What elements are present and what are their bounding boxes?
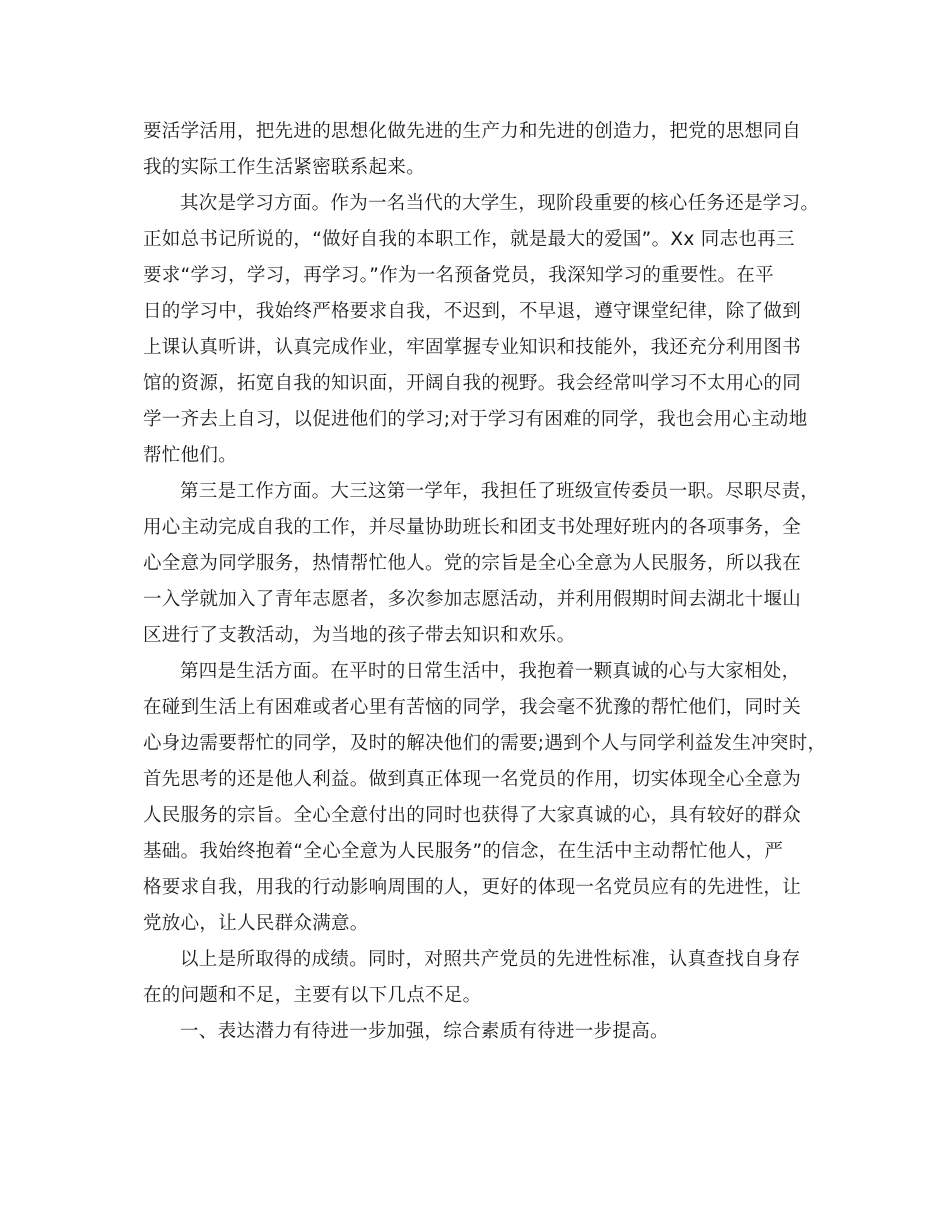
text-line: 一、表达潜力有待进一步加强，综合素质有待进一步提高。 — [180, 1021, 669, 1042]
text-line: 一入学就加入了青年志愿者，多次参加志愿活动，并利用假期时间去湖北十堰山 — [143, 589, 802, 610]
text-line: 我的实际工作生活紧密联系起来。 — [143, 157, 426, 178]
text-line: 帮忙他们。 — [143, 445, 238, 466]
text-line: 正如总书记所说的，“做好自我的本职工作，就是最大的爱国”。Xx 同志也再三 — [143, 229, 795, 250]
text-line: 人民服务的宗旨。全心全意付出的同时也获得了大家真诚的心，具有较好的群众 — [143, 805, 802, 826]
text-line: 党放心，让人民群众满意。 — [143, 913, 369, 934]
text-line: 在碰到生活上有困难或者心里有苦恼的同学，我会毫不犹豫的帮忙他们，同时关 — [143, 697, 802, 718]
text-line: 要活学活用，把先进的思想化做先进的生产力和先进的创造力，把党的思想同自 — [143, 121, 802, 142]
text-line: 第三是工作方面。大三这第一学年，我担任了班级宣传委员一职。尽职尽责， — [180, 481, 820, 502]
text-line: 以上是所取得的成绩。同时，对照共产党员的先进性标准，认真查找自身存 — [180, 949, 801, 970]
text-line: 上课认真听讲，认真完成作业，牢固掌握专业知识和技能外，我还充分利用图书 — [143, 337, 802, 358]
text-line: 格要求自我，用我的行动影响周围的人，更好的体现一名党员应有的先进性，让 — [143, 877, 802, 898]
text-line: 基础。我始终抱着“全心全意为人民服务”的信念，在生活中主动帮忙他人，严 — [143, 841, 784, 862]
text-line: 在的问题和不足，主要有以下几点不足。 — [143, 985, 482, 1006]
text-line: 要求“学习，学习，再学习。”作为一名预备党员，我深知学习的重要性。在平 — [143, 265, 774, 286]
text-line: 首先思考的还是他人利益。做到真正体现一名党员的作用，切实体现全心全意为 — [143, 769, 802, 790]
text-line: 第四是生活方面。在平时的日常生活中，我抱着一颗真诚的心与大家相处， — [180, 661, 801, 682]
text-line: 其次是学习方面。作为一名当代的大学生，现阶段重要的核心任务还是学习。 — [180, 193, 820, 214]
text-line: 馆的资源，拓宽自我的知识面，开阔自我的视野。我会经常叫学习不太用心的同 — [143, 373, 802, 394]
text-line: 区进行了支教活动，为当地的孩子带去知识和欢乐。 — [143, 625, 576, 646]
text-line: 用心主动完成自我的工作，并尽量协助班长和团支书处理好班内的各项事务，全 — [143, 517, 802, 538]
text-line: 学一齐去上自习，以促进他们的学习;对于学习有困难的同学，我也会用心主动地 — [143, 409, 808, 430]
text-line: 心身边需要帮忙的同学，及时的解决他们的需要;遇到个人与同学利益发生冲突时， — [143, 733, 827, 754]
text-line: 日的学习中，我始终严格要求自我，不迟到，不早退，遵守课堂纪律，除了做到 — [143, 301, 802, 322]
text-line: 心全意为同学服务，热情帮忙他人。党的宗旨是全心全意为人民服务，所以我在 — [143, 553, 802, 574]
